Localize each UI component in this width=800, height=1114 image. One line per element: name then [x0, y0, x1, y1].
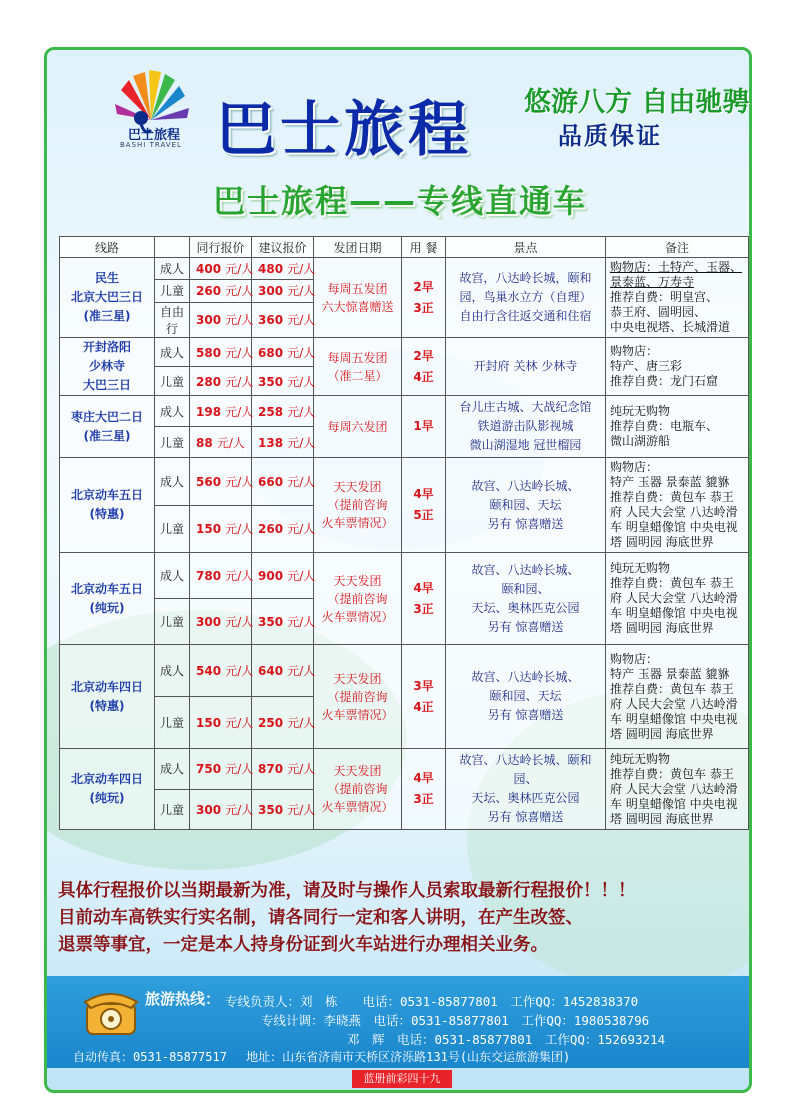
banner [170, 176, 630, 228]
cell-line: 塔 圆明园 海底世界 [610, 535, 714, 549]
table-row [60, 749, 749, 790]
cell-line: 每周五发团 [327, 281, 388, 296]
table-row [60, 553, 749, 599]
price-unit: 元/人 [287, 474, 316, 489]
table-row [60, 338, 749, 367]
cell-line: 车 明皇蜡像馆 中央电视 [610, 520, 738, 534]
agent-price [190, 553, 252, 599]
meals [402, 396, 446, 458]
notes [606, 338, 749, 396]
pax-type: 儿童 [155, 505, 190, 553]
cell-line: 故宫、八达岭长城、 [471, 478, 580, 493]
header [48, 52, 748, 172]
cell-line: （提前咨询 [327, 591, 388, 606]
pax-type: 自由行 [155, 302, 190, 337]
retail-price [252, 749, 314, 790]
cell-line: 府 人民大会堂 八达岭滑 [610, 591, 738, 605]
banner-title: 巴士旅程——专线直通车 [212, 182, 587, 220]
routes-table [59, 236, 749, 830]
cell-line: 枣庄大巴二日 [70, 409, 143, 424]
price-value: 280 [196, 374, 222, 389]
contact-line: 专线计调：李晓燕 电话：0531-85877801 工作QQ：1980538796 [261, 1013, 650, 1028]
table-header-row [60, 237, 749, 258]
agent-price [190, 599, 252, 645]
cell-line: 大巴三日 [82, 378, 131, 392]
price-value: 88 [196, 435, 213, 450]
price-value: 680 [258, 345, 284, 360]
price-unit: 元/人 [216, 435, 245, 450]
pax-type: 成人 [155, 396, 190, 427]
cell-line: (特惠) [89, 698, 125, 713]
contact-fax-address: 自动传真：0531-85877517 地址：山东省济南市天桥区济泺路131号(山东交运旅游集团) [73, 1050, 571, 1064]
cell-line: 纯玩无购物 [610, 751, 671, 766]
cell-line: （准二星） [327, 368, 388, 383]
cell-line: (特惠) [89, 507, 125, 521]
retail-price [252, 338, 314, 367]
cell-line: 购物店： [610, 344, 659, 358]
attractions [446, 553, 606, 645]
header-agent-price: 同行报价 [190, 237, 252, 258]
price-unit: 元/人 [225, 262, 254, 277]
price-unit: 元/人 [225, 664, 254, 678]
price-value: 260 [196, 284, 222, 299]
attractions [446, 458, 606, 553]
cell-line: 天天发团 [333, 671, 382, 686]
cell-line: 北京动车四日 [70, 772, 143, 786]
table-row [60, 258, 749, 280]
price-value: 150 [196, 716, 222, 730]
cell-line: 景泰蓝、万寿寺 [610, 275, 695, 289]
header-meals: 用 餐 [402, 237, 446, 258]
notes [606, 396, 749, 458]
cell-line: 推荐自费：明皇宫、 [610, 290, 719, 304]
price-unit: 元/人 [287, 313, 316, 328]
cell-line: 特产、唐三彩 [610, 359, 683, 373]
price-value: 260 [258, 522, 284, 537]
slogan-primary: 悠游八方 自由驰骋 [524, 87, 750, 118]
cell-line: 天天发团 [333, 573, 382, 588]
price-value: 540 [196, 664, 222, 678]
price-value: 780 [196, 569, 222, 583]
price-unit: 元/人 [225, 284, 254, 299]
slogan-secondary: 品质保证 [558, 122, 662, 150]
cell-line: 火车票情况） [321, 609, 394, 624]
cell-line: 颐和园、 [501, 581, 550, 596]
cell-line: 北京大巴三日 [70, 290, 143, 304]
pax-type: 成人 [155, 553, 190, 599]
cell-line: 另有 惊喜赠送 [487, 810, 564, 824]
cell-line: 民生 [94, 271, 119, 285]
cell-line: 六大惊喜赠送 [321, 299, 394, 314]
route-name [60, 645, 155, 749]
price-value: 300 [196, 802, 222, 817]
price-unit: 元/人 [287, 435, 316, 450]
header-notes: 备注 [606, 237, 749, 258]
retail-price [252, 396, 314, 427]
contact-line: 专线负责人：刘 栋 电话：0531-85877801 工作QQ：1452838370 [225, 994, 639, 1009]
cell-line: 每周六发团 [327, 419, 388, 434]
cell-line: (准三星) [83, 428, 131, 443]
pax-type: 儿童 [155, 789, 190, 830]
price-unit: 元/人 [287, 762, 316, 777]
cell-line: 故宫、八达岭长城、 [471, 670, 580, 684]
agent-price [190, 458, 252, 506]
cell-line: 故宫、八达岭长城、 [471, 562, 580, 577]
cell-line: 颐和园、天坛 [489, 497, 562, 512]
cell-line: （提前咨询 [327, 782, 388, 796]
notice-block [58, 878, 758, 959]
price-unit: 元/人 [287, 374, 316, 389]
cell-line: 自由行含往返交通和住宿 [459, 309, 592, 323]
price-value: 660 [258, 474, 284, 489]
cell-line: 故宫、八达岭长城、颐和园、 [459, 753, 592, 786]
pax-type: 成人 [155, 749, 190, 790]
route-name [60, 258, 155, 338]
pax-type: 儿童 [155, 599, 190, 645]
agent-price [190, 427, 252, 458]
price-value: 640 [258, 664, 284, 678]
cell-line: 恭王府、圆明园、 [610, 305, 707, 319]
cell-line: (准三星) [83, 309, 131, 323]
retail-price [252, 302, 314, 337]
price-value: 350 [258, 374, 284, 389]
logo-subtext: BASHI TRAVEL [120, 141, 182, 149]
notes [606, 645, 749, 749]
cell-line: 天天发团 [333, 480, 382, 494]
cell-line: （提前咨询 [327, 689, 388, 704]
departure-schedule [314, 258, 402, 338]
notes [606, 458, 749, 553]
cell-line: 车 明皇蜡像馆 中央电视 [610, 796, 738, 811]
cell-line: 纯玩无购物 [610, 561, 671, 575]
retail-price [252, 505, 314, 553]
cell-line: 府 人民大会堂 八达岭滑 [610, 505, 738, 519]
price-value: 360 [258, 313, 284, 328]
cell-line: 火车票情况） [321, 707, 394, 722]
price-value: 560 [196, 474, 222, 489]
price-unit: 元/人 [287, 404, 316, 419]
price-value: 258 [258, 404, 284, 419]
retail-price [252, 645, 314, 697]
notice-line: 具体行程报价以当期最新为准，请及时与操作人员索取最新行程报价！！！ [58, 881, 636, 901]
price-unit: 元/人 [287, 615, 316, 629]
departure-schedule [314, 553, 402, 645]
cell-line: 微山湖游船 [610, 434, 671, 448]
price-value: 300 [196, 615, 222, 629]
cell-line: 4早 [413, 771, 434, 785]
notice-line: 目前动车高铁实行实名制，请各同行一定和客人讲明，在产生改签、 [58, 908, 583, 928]
route-name [60, 749, 155, 830]
cell-line: 北京动车五日 [70, 488, 143, 502]
retail-price [252, 789, 314, 830]
cell-line: 每周五发团 [327, 350, 388, 365]
cell-line: 另有 惊喜赠送 [487, 516, 564, 531]
price-unit: 元/人 [225, 313, 254, 328]
cell-line: 塔 圆明园 海底世界 [610, 811, 714, 826]
retail-price [252, 599, 314, 645]
cell-line: 少林寺 [88, 359, 125, 373]
cell-line: 天天发团 [333, 764, 382, 778]
brand-title: 巴士旅程 [216, 95, 472, 165]
cell-line: 2早 [413, 279, 434, 294]
price-value: 900 [258, 569, 284, 583]
agent-price [190, 505, 252, 553]
price-value: 580 [196, 345, 222, 360]
departure-schedule [314, 749, 402, 830]
price-unit: 元/人 [225, 374, 254, 389]
route-name [60, 458, 155, 553]
cell-line: 天坛、奥林匹克公园 [471, 791, 580, 805]
price-unit: 元/人 [287, 802, 316, 817]
retail-price [252, 697, 314, 749]
price-value: 250 [258, 716, 284, 730]
price-unit: 元/人 [225, 522, 254, 537]
cell-line: 另有 惊喜赠送 [487, 708, 564, 722]
table-row [60, 396, 749, 427]
cell-line: 塔 圆明园 海底世界 [610, 621, 714, 635]
retail-price [252, 458, 314, 506]
cell-line: 府 人民大会堂 八达岭滑 [610, 781, 738, 796]
cell-line: 车 明皇蜡像馆 中央电视 [610, 606, 738, 620]
contact-band [47, 976, 749, 1068]
agent-price [190, 396, 252, 427]
cell-line: 特产 玉器 景泰蓝 貔貅 [610, 666, 730, 681]
price-unit: 元/人 [287, 522, 316, 537]
cell-line: 园，鸟巢水立方（自理） [459, 290, 592, 304]
table-row [60, 458, 749, 506]
departure-schedule [314, 338, 402, 396]
meals [402, 645, 446, 749]
pax-type: 儿童 [155, 367, 190, 396]
agent-price [190, 367, 252, 396]
cell-line: 1早 [413, 419, 434, 433]
agent-price [190, 789, 252, 830]
price-unit: 元/人 [225, 569, 254, 583]
contact-line: 邓 辉 电话：0531-85877801 工作QQ：152693214 [347, 1032, 666, 1047]
cell-line: 3正 [413, 792, 434, 806]
hotline-label: 旅游热线： [145, 990, 221, 1008]
cell-line: 天坛、奥林匹克公园 [471, 600, 580, 615]
cell-line: 车 明皇蜡像馆 中央电视 [610, 711, 738, 726]
cell-line: 4早 [413, 580, 434, 595]
price-unit: 元/人 [287, 284, 316, 299]
cell-line: 2早 [413, 348, 434, 363]
retail-price [252, 367, 314, 396]
cell-line: 购物店：土特产、玉器、 [610, 260, 743, 274]
price-value: 198 [196, 404, 222, 419]
retail-price [252, 280, 314, 302]
cell-line: 4正 [413, 699, 434, 714]
cell-line: 3正 [413, 601, 434, 616]
cell-line: 4正 [413, 369, 434, 384]
attractions [446, 396, 606, 458]
header-departure: 发团日期 [314, 237, 402, 258]
agent-price [190, 645, 252, 697]
departure-schedule [314, 645, 402, 749]
price-value: 750 [196, 762, 222, 777]
retail-price [252, 427, 314, 458]
page-tag: 蓝册前彩四十九 [352, 1070, 452, 1088]
cell-line: 中央电视塔、长城滑道 [610, 320, 731, 334]
price-value: 480 [258, 262, 284, 277]
cell-line: 5正 [413, 508, 434, 522]
attractions [446, 645, 606, 749]
header-retail-price: 建议报价 [252, 237, 314, 258]
cell-line: 另有 惊喜赠送 [487, 619, 564, 634]
pax-type: 儿童 [155, 280, 190, 302]
cell-line: 火车票情况） [321, 800, 394, 814]
price-unit: 元/人 [225, 762, 254, 777]
header-route: 线路 [60, 237, 155, 258]
price-unit: 元/人 [225, 474, 254, 489]
cell-line: 北京动车四日 [70, 679, 143, 694]
cell-line: (纯玩) [89, 600, 125, 615]
price-value: 350 [258, 802, 284, 817]
retail-price [252, 258, 314, 280]
cell-line: 购物店： [610, 651, 659, 666]
price-value: 400 [196, 262, 222, 277]
telephone-icon [81, 986, 141, 1038]
price-unit: 元/人 [287, 262, 316, 277]
agent-price [190, 258, 252, 280]
notes [606, 749, 749, 830]
price-unit: 元/人 [225, 404, 254, 419]
price-unit: 元/人 [287, 345, 316, 360]
meals [402, 749, 446, 830]
price-unit: 元/人 [287, 716, 316, 730]
meals [402, 458, 446, 553]
attractions [446, 749, 606, 830]
cell-line: 推荐自费：电瓶车、 [610, 419, 719, 433]
price-unit: 元/人 [225, 716, 254, 730]
cell-line: 台儿庄古城、大战纪念馆 [459, 400, 592, 414]
pax-type: 儿童 [155, 427, 190, 458]
agent-price [190, 280, 252, 302]
pax-type: 成人 [155, 258, 190, 280]
price-value: 138 [258, 435, 284, 450]
meals [402, 338, 446, 396]
cell-line: 推荐自费：黄包车 恭王 [610, 576, 734, 590]
price-value: 350 [258, 615, 284, 629]
cell-line: 塔 圆明园 海底世界 [610, 726, 714, 741]
notes [606, 258, 749, 338]
price-unit: 元/人 [287, 664, 316, 678]
logo-text: 巴士旅程 [128, 128, 181, 143]
pax-type: 成人 [155, 338, 190, 367]
agent-price [190, 338, 252, 367]
agent-price [190, 697, 252, 749]
meals [402, 258, 446, 338]
price-unit: 元/人 [287, 569, 316, 583]
routes-body [60, 258, 749, 830]
cell-line: 推荐自费：黄包车 恭王 [610, 681, 734, 696]
notice-line: 退票等事宜，一定是本人持身份证到火车站进行办理相关业务。 [58, 935, 548, 955]
cell-line: 特产 玉器 景泰蓝 貔貅 [610, 475, 730, 489]
cell-line: 颐和园、天坛 [489, 689, 562, 703]
price-unit: 元/人 [225, 345, 254, 360]
cell-line: 铁道游击队影视城 [477, 419, 574, 433]
cell-line: 北京动车五日 [70, 581, 143, 596]
cell-line: （提前咨询 [327, 498, 388, 512]
cell-line: 购物店： [610, 460, 659, 474]
cell-line: 开封府 关林 少林寺 [473, 359, 578, 373]
header-pax [155, 237, 190, 258]
attractions [446, 258, 606, 338]
header-spots: 景点 [446, 237, 606, 258]
route-name [60, 338, 155, 396]
cell-line: 推荐自费：龙门石窟 [610, 374, 719, 388]
route-name [60, 553, 155, 645]
agent-price [190, 302, 252, 337]
price-unit: 元/人 [225, 802, 254, 817]
pax-type: 儿童 [155, 697, 190, 749]
cell-line: 推荐自费：黄包车 恭王 [610, 490, 734, 504]
price-value: 300 [196, 313, 222, 328]
meals [402, 553, 446, 645]
price-unit: 元/人 [225, 615, 254, 629]
cell-line: 故宫，八达岭长城，颐和 [459, 271, 592, 285]
cell-line: 推荐自费：黄包车 恭王 [610, 766, 734, 781]
retail-price [252, 553, 314, 599]
price-value: 870 [258, 762, 284, 777]
cell-line: 4早 [413, 487, 434, 501]
pax-type: 成人 [155, 458, 190, 506]
agent-price [190, 749, 252, 790]
route-name [60, 396, 155, 458]
departure-schedule [314, 458, 402, 553]
departure-schedule [314, 396, 402, 458]
cell-line: 府 人民大会堂 八达岭滑 [610, 696, 738, 711]
attractions [446, 338, 606, 396]
cell-line: (纯玩) [89, 791, 125, 805]
cell-line: 3正 [413, 300, 434, 315]
cell-line: 火车票情况） [321, 516, 394, 530]
cell-line: 3早 [413, 678, 434, 693]
pax-type: 成人 [155, 645, 190, 697]
table-row [60, 645, 749, 697]
notes [606, 553, 749, 645]
price-value: 300 [258, 284, 284, 299]
cell-line: 开封洛阳 [82, 340, 131, 354]
cell-line: 微山湖湿地 冠世榴园 [469, 438, 582, 452]
price-value: 150 [196, 522, 222, 537]
cell-line: 纯玩无购物 [610, 404, 671, 418]
